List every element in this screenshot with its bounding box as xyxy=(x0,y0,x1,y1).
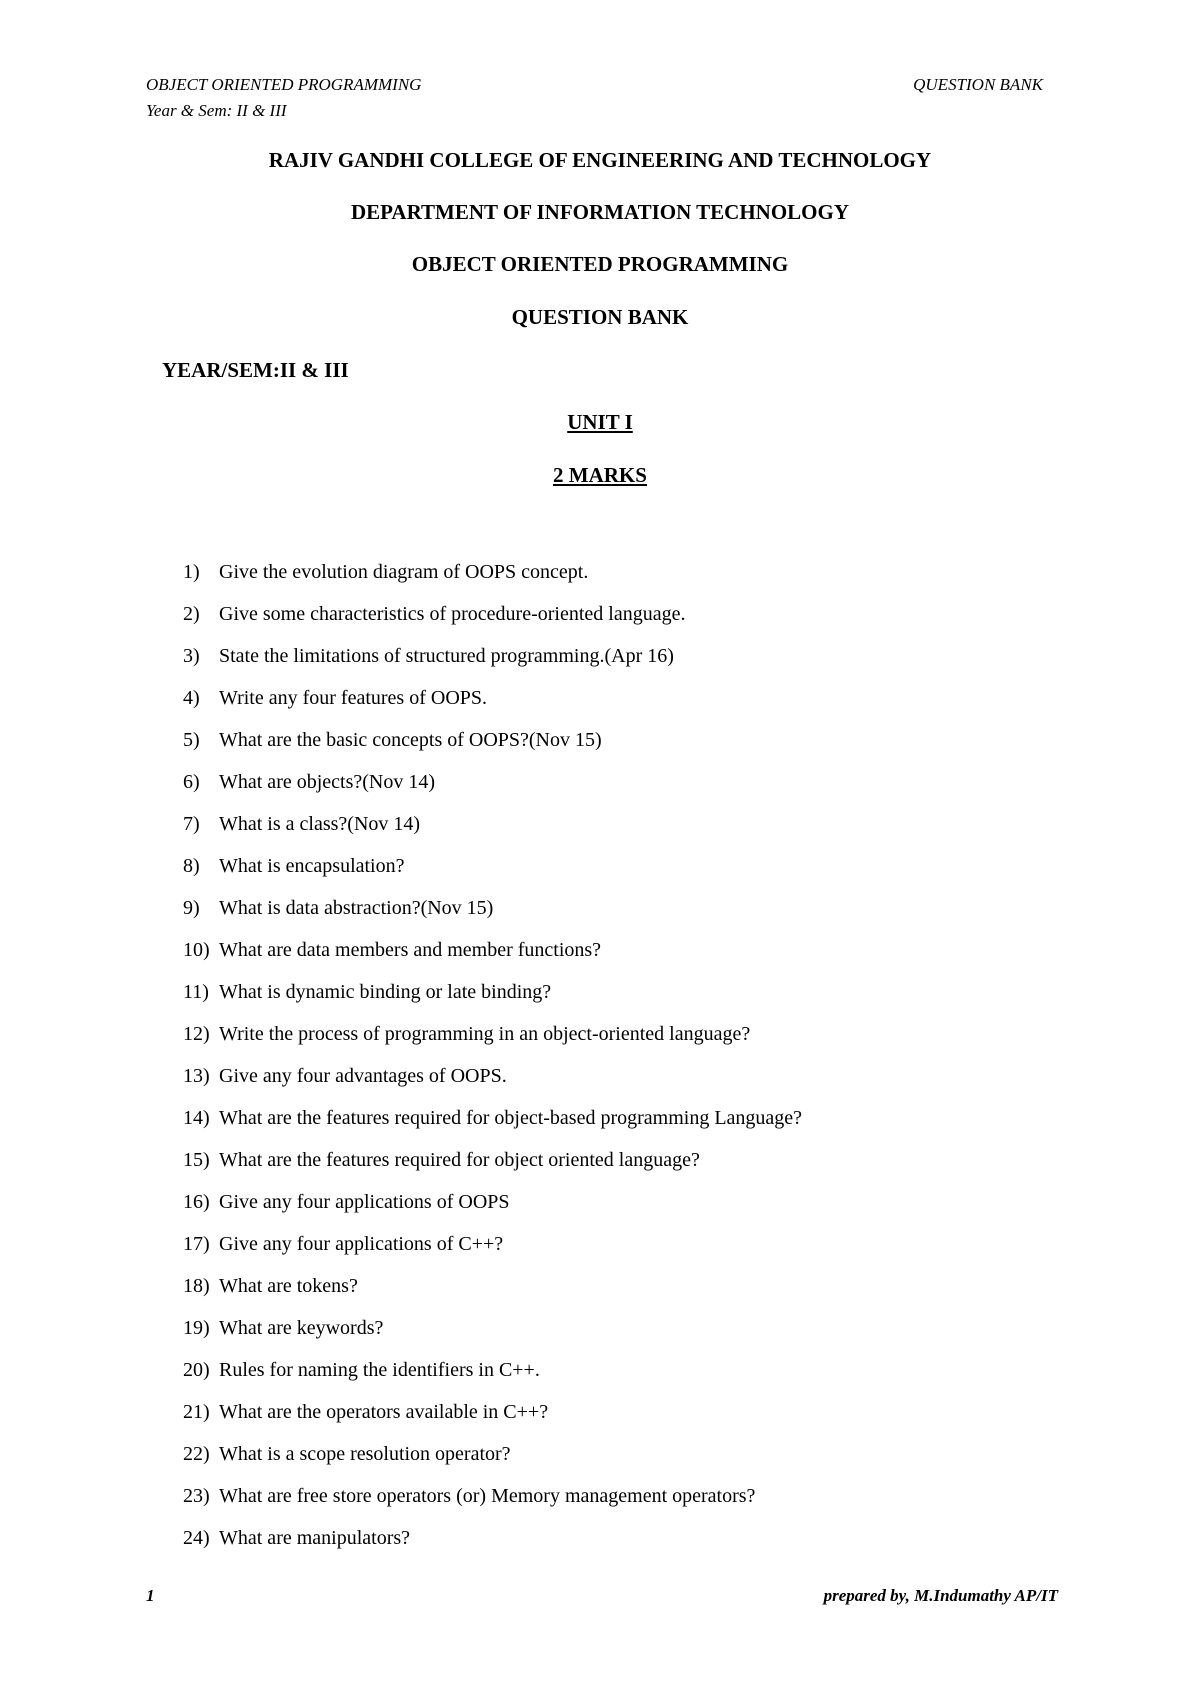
question-item xyxy=(183,1307,802,1349)
question-text: Give the evolution diagram of OOPS concept. xyxy=(219,561,589,583)
question-item xyxy=(183,551,802,593)
question-number: 1) xyxy=(183,561,200,583)
question-item xyxy=(183,1223,802,1265)
question-number: 24) xyxy=(183,1527,210,1549)
question-number: 7) xyxy=(183,813,200,835)
question-text: What are free store operators (or) Memory management operators? xyxy=(219,1485,756,1507)
question-text: What is a scope resolution operator? xyxy=(219,1443,511,1465)
question-text: What are manipulators? xyxy=(219,1527,411,1549)
unit-heading-text: UNIT I xyxy=(567,410,633,434)
question-item xyxy=(183,887,802,929)
question-item xyxy=(183,845,802,887)
question-number: 14) xyxy=(183,1107,210,1129)
department-name: DEPARTMENT OF INFORMATION TECHNOLOGY xyxy=(350,200,850,224)
question-number: 5) xyxy=(183,729,200,751)
question-text: What is dynamic binding or late binding? xyxy=(219,981,552,1003)
unit-heading xyxy=(0,410,1200,435)
question-list xyxy=(183,551,802,1559)
question-text: What is data abstraction?(Nov 15) xyxy=(219,897,494,919)
question-number: 16) xyxy=(183,1191,210,1213)
header-doc-type: QUESTION BANK xyxy=(913,75,1043,94)
question-text: What are objects?(Nov 14) xyxy=(219,771,436,793)
question-number: 17) xyxy=(183,1233,210,1255)
question-number: 20) xyxy=(183,1359,210,1381)
marks-heading-text: 2 MARKS xyxy=(553,463,647,487)
question-item xyxy=(183,1265,802,1307)
header-year-sem: Year & Sem: II & III xyxy=(146,101,287,120)
question-item xyxy=(183,1517,802,1559)
question-item xyxy=(183,929,802,971)
subject-title: OBJECT ORIENTED PROGRAMMING xyxy=(411,252,789,276)
question-number: 11) xyxy=(183,981,209,1003)
question-number: 10) xyxy=(183,939,210,961)
question-item xyxy=(183,719,802,761)
question-text: What is a class?(Nov 14) xyxy=(219,813,421,835)
year-sem-label: YEAR/SEM:II & III xyxy=(162,358,349,382)
question-item xyxy=(183,761,802,803)
question-item xyxy=(183,635,802,677)
page-number: 1 xyxy=(146,1586,155,1605)
question-number: 19) xyxy=(183,1317,210,1339)
question-text: Give any four advantages of OOPS. xyxy=(219,1065,507,1087)
question-number: 4) xyxy=(183,687,200,709)
question-item xyxy=(183,1475,802,1517)
question-item xyxy=(183,1097,802,1139)
question-number: 22) xyxy=(183,1443,210,1465)
question-text: What are the basic concepts of OOPS?(Nov 15) xyxy=(219,729,602,751)
question-number: 15) xyxy=(183,1149,210,1171)
question-text: Give any four applications of OOPS xyxy=(219,1191,510,1213)
question-item xyxy=(183,1055,802,1097)
question-number: 12) xyxy=(183,1023,210,1045)
question-text: What are the features required for object-based programming Language? xyxy=(219,1107,803,1129)
question-text: What are the operators available in C++? xyxy=(219,1401,549,1423)
question-text: Rules for naming the identifiers in C++. xyxy=(219,1359,540,1381)
question-number: 6) xyxy=(183,771,200,793)
question-item xyxy=(183,803,802,845)
question-text: What are the features required for object oriented language? xyxy=(219,1149,700,1171)
document-title: QUESTION BANK xyxy=(511,305,689,329)
marks-heading xyxy=(0,463,1200,488)
question-text: Give any four applications of C++? xyxy=(219,1233,504,1255)
question-item xyxy=(183,1391,802,1433)
question-number: 23) xyxy=(183,1485,210,1507)
question-item xyxy=(183,593,802,635)
question-text: Give some characteristics of procedure-oriented language. xyxy=(219,603,686,625)
running-header-left xyxy=(146,72,421,124)
question-item xyxy=(183,1349,802,1391)
question-number: 13) xyxy=(183,1065,210,1087)
prepared-by: prepared by, M.Indumathy AP/IT xyxy=(823,1586,1058,1605)
question-item xyxy=(183,1139,802,1181)
question-text: Write the process of programming in an object-oriented language? xyxy=(219,1023,751,1045)
question-item xyxy=(183,1181,802,1223)
header-course-title: OBJECT ORIENTED PROGRAMMING xyxy=(146,75,422,94)
question-number: 3) xyxy=(183,645,200,667)
question-item xyxy=(183,1433,802,1475)
question-item xyxy=(183,677,802,719)
question-text: State the limitations of structured programming.(Apr 16) xyxy=(219,645,674,667)
question-item xyxy=(183,1013,802,1055)
question-text: Write any four features of OOPS. xyxy=(219,687,488,709)
question-number: 8) xyxy=(183,855,200,877)
question-text: What are keywords? xyxy=(219,1317,384,1339)
question-text: What are data members and member functions? xyxy=(219,939,602,961)
question-number: 9) xyxy=(183,897,200,919)
question-number: 18) xyxy=(183,1275,210,1297)
question-text: What is encapsulation? xyxy=(219,855,405,877)
college-name: RAJIV GANDHI COLLEGE OF ENGINEERING AND TECHNOLOGY xyxy=(268,148,932,172)
question-number: 2) xyxy=(183,603,200,625)
question-number: 21) xyxy=(183,1401,210,1423)
question-text: What are tokens? xyxy=(219,1275,358,1297)
question-item xyxy=(183,971,802,1013)
